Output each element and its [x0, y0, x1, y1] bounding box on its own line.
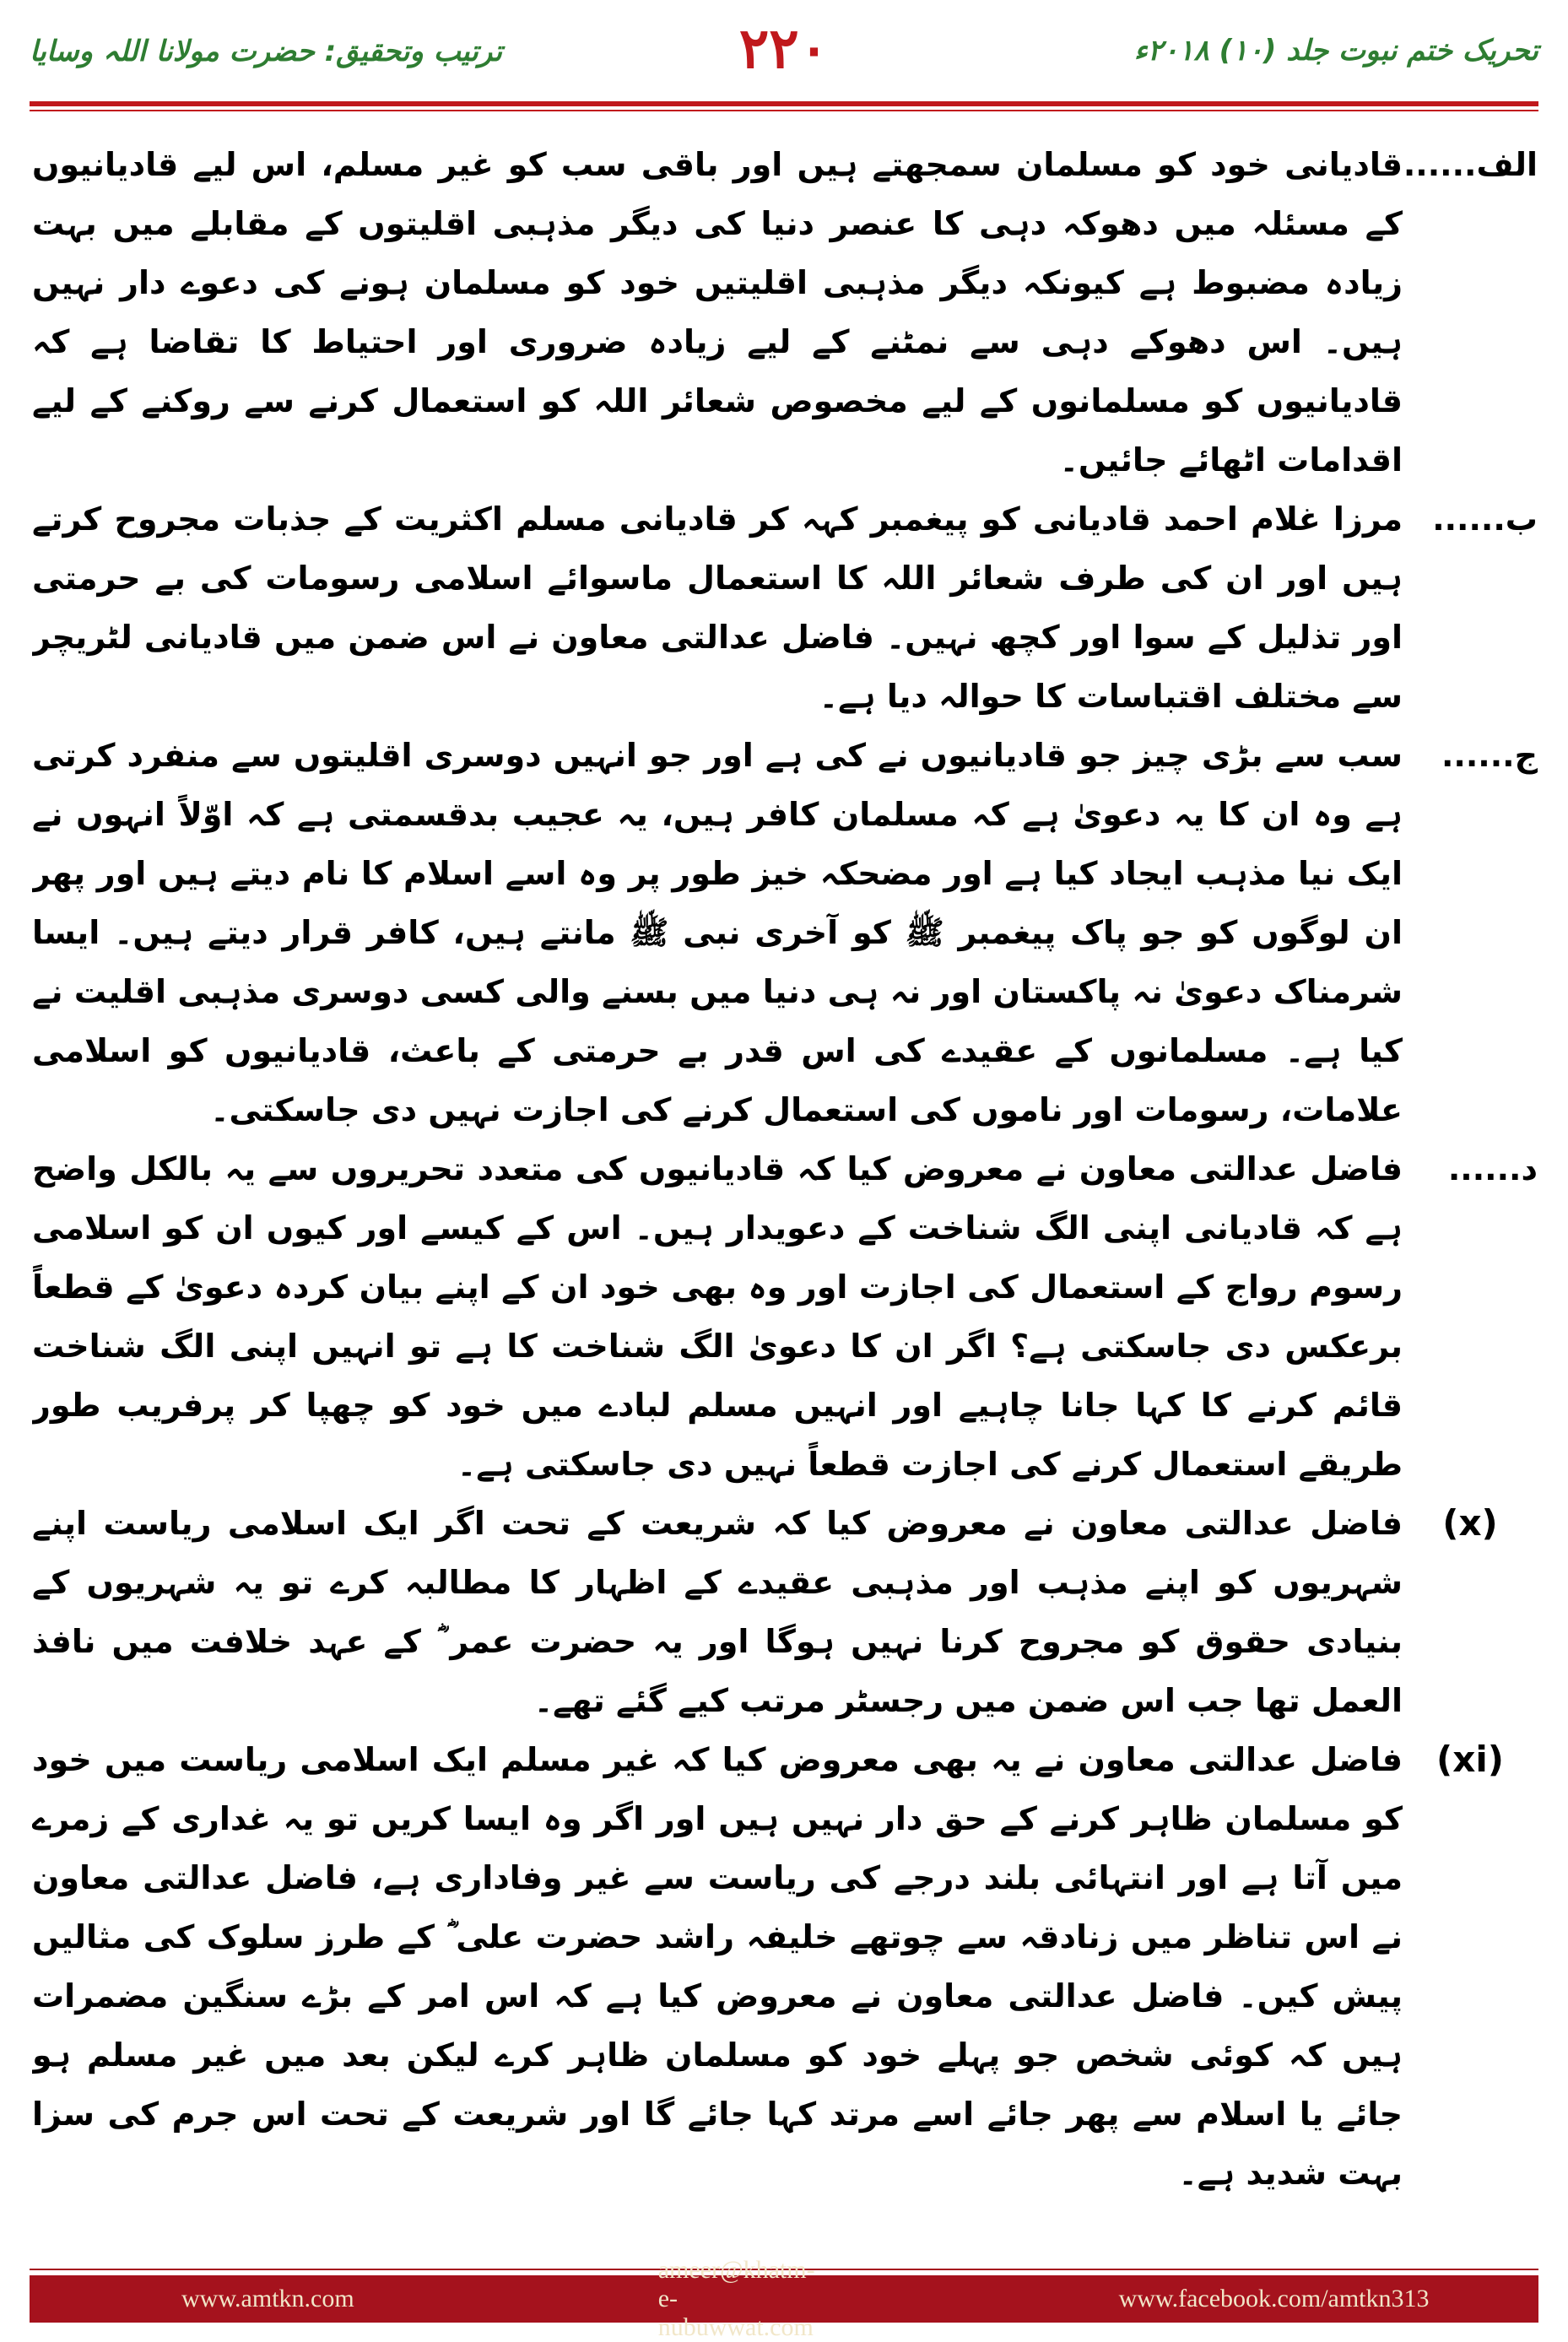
- paragraph-jeem: [32, 726, 1538, 1139]
- journal-title: تحریک ختم نبوت جلد (۱۰) ۲۰۱۸ء: [1133, 34, 1538, 68]
- paragraph-text: فاضل عدالتی معاون نے معروض کیا کہ شریعت کے تحت اگر ایک اسلامی ریاست اپنے شہریوں کو اپنے مذہب اور مذہبی عقیدے کے اظہار کا مطالبہ کرے تو یہ شہریوں کے بنیادی حقوق کو مجروح کرنا نہیں ہوگا اور یہ حضرت عمر ؓ کے عہد خلافت میں نافذ العمل تھا جب اس ضمن میں رجسٹر مرتب کیے گئے تھے۔: [32, 1505, 1403, 1719]
- website-link[interactable]: www.amtkn.com: [181, 2285, 354, 2312]
- paragraph-marker: (x): [1442, 1502, 1498, 1544]
- paragraph-marker: ب......: [1432, 500, 1538, 538]
- header-divider: [30, 101, 1538, 106]
- paragraph-xi: [32, 1730, 1538, 2194]
- paragraph-text: فاضل عدالتی معاون نے یہ بھی معروض کیا کہ غیر مسلم ایک اسلامی ریاست میں خود کو مسلمان ظاہر کرنے کے حق دار نہیں ہیں اور اگر وہ ایسا کریں تو یہ غداری کے زمرے میں آتا ہے اور انتہائی بلند درجے کی ریاست سے غیر وفاداری ہے، فاضل عدالتی معاون نے اس تناظر میں زنادقہ سے چوتھے خلیفہ راشد حضرت علی ؓ کے طرز سلوک کی مثالیں پیش کیں۔ فاضل عدالتی معاون نے معروض کیا ہے کہ اس امر کے بڑے سنگین مضمرات ہیں کہ کوئی شخص جو پہلے خود کو مسلمان ظاہر کرے لیکن بعد میں غیر مسلم ہو جائے یا اسلام سے پھر جائے اسے مرتد کہا جائے گا اور شریعت کے تحت اس جرم کی سزا بہت شدید ہے۔: [32, 1741, 1403, 2192]
- paragraph-text: سب سے بڑی چیز جو قادیانیوں نے کی ہے اور جو انہیں دوسری اقلیتوں سے منفرد کرتی ہے وہ ان کا یہ دعویٰ ہے کہ مسلمان کافر ہیں، یہ عجیب بدقسمتی ہے کہ اوّلاً انہوں نے ایک نیا مذہب ایجاد کیا ہے اور مضحکہ خیز طور پر وہ اسے اسلام کا نام دیتے ہیں اور پھر ان لوگوں کو جو پاک پیغمبر ﷺ کو آخری نبی ﷺ مانتے ہیں، کافر قرار دیتے ہیں۔ ایسا شرمناک دعویٰ نہ پاکستان اور نہ ہی دنیا میں بسنے والی کسی دوسری مذہبی اقلیت نے کیا ہے۔ مسلمانوں کے عقیدے کی اس قدر بے حرمتی کے باعث، قادیانیوں کو اسلامی علامات، رسومات اور ناموں کی استعمال کرنے کی اجازت نہیں دی جاسکتی۔: [32, 737, 1403, 1128]
- paragraph-alif: [32, 135, 1538, 489]
- paragraph-text: فاضل عدالتی معاون نے معروض کیا کہ قادیانیوں کی متعدد تحریروں سے یہ بالکل واضح ہے کہ قادیانی اپنی الگ شناخت کے دعویدار ہیں۔ اس کے کیسے اور کیوں ان کو اسلامی رسوم رواج کے استعمال کی اجازت اور وہ بھی خود ان کے اپنے بیان کردہ دعویٰ کے قطعاً برعکس دی جاسکتی ہے؟ اگر ان کا دعویٰ الگ شناخت کا ہے تو انہیں اپنی الگ شناخت قائم کرنے کا کہا جانا چاہیے اور انہیں مسلم لبادے میں خود کو چھپا کر پرفریب طور طریقے استعمال کرنے کی اجازت قطعاً نہیں دی جاسکتی ہے۔: [32, 1150, 1403, 1483]
- email-link[interactable]: ameer@khatm-e-nubuwwat.com: [657, 2256, 815, 2341]
- paragraph-marker: د......: [1447, 1150, 1538, 1187]
- page-footer: [30, 2256, 1538, 2341]
- page-header: [30, 15, 1538, 95]
- facebook-link[interactable]: www.facebook.com/amtkn313: [1118, 2285, 1430, 2312]
- compiler-credit: ترتیب وتحقیق: حضرت مولانا اللہ وسایا: [30, 35, 503, 68]
- paragraph-marker: ج......: [1441, 737, 1538, 774]
- paragraph-text: قادیانی خود کو مسلمان سمجھتے ہیں اور باقی سب کو غیر مسلم، اس لیے قادیانیوں کے مسئلہ میں دھوکہ دہی کا عنصر دنیا کی دیگر مذہبی اقلیتوں کے مقابلے میں بہت زیادہ مضبوط ہے کیونکہ دیگر مذہبی اقلیتیں خود کو مسلمان ہونے کی دعوے دار نہیں ہیں۔ اس دھوکے دہی سے نمٹنے کے لیے زیادہ ضروری اور احتیاط کا تقاضا ہے کہ قادیانیوں کو مسلمانوں کے لیے مخصوص شعائر اللہ کو استعمال کرنے سے روکنے کے لیے اقدامات اٹھائے جائیں۔: [32, 146, 1403, 479]
- paragraph-bay: [32, 489, 1538, 726]
- paragraph-daal: [32, 1139, 1538, 1494]
- page-number: ۲۲۰: [738, 15, 830, 81]
- header-divider-thin: [30, 110, 1538, 111]
- paragraph-text: مرزا غلام احمد قادیانی کو پیغمبر کہہ کر قادیانی مسلم اکثریت کے جذبات مجروح کرتے ہیں اور ان کی طرف شعائر اللہ کا استعمال ماسوائے اسلامی رسومات کی بے حرمتی اور تذلیل کے سوا اور کچھ نہیں۔ فاضل عدالتی معاون نے اس ضمن میں قادیانی لٹریچر سے مختلف اقتباسات کا حوالہ دیا ہے۔: [32, 500, 1403, 715]
- paragraph-marker: (xi): [1436, 1739, 1504, 1780]
- paragraph-x: [32, 1494, 1538, 1730]
- paragraph-marker: الف......: [1403, 146, 1538, 183]
- document-body: [32, 135, 1538, 2194]
